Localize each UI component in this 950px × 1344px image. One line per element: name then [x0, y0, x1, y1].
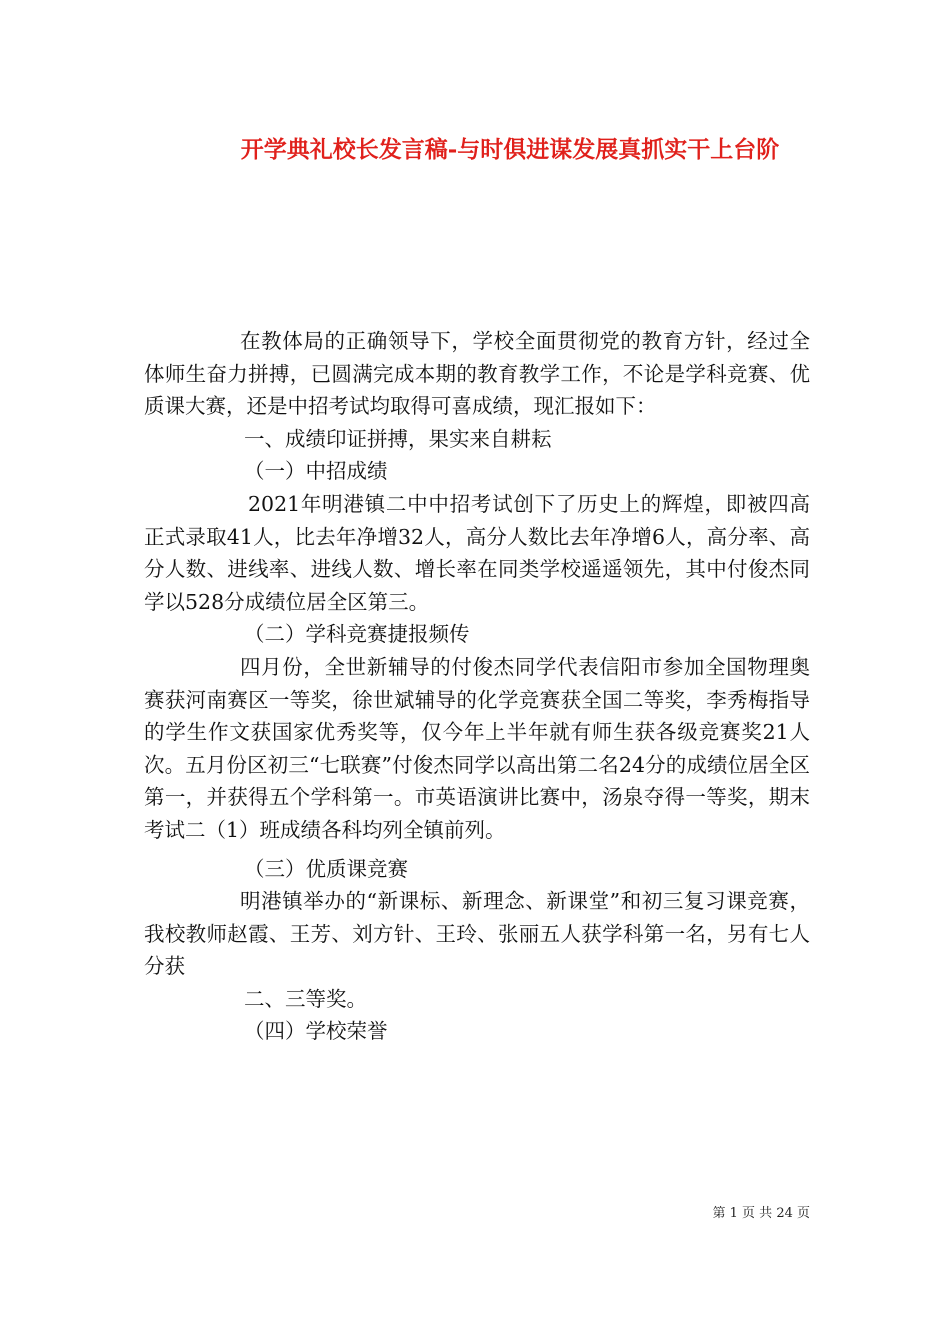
- section-heading-1: 一、成绩印证拼搏，果实来自耕耘: [244, 426, 552, 451]
- document-title: 开学典礼校长发言稿-与时俱进谋发展真抓实干上台阶: [240, 136, 780, 163]
- page-footer: 第 1 页 共 24 页: [712, 1206, 810, 1221]
- competition-paragraph: 四月份，全世新辅导的付俊杰同学代表信阳市参加全国物理奥赛获河南赛区一等奖，徐世斌辅导的化学竞赛获全国二等奖，李秀梅指导的学生作文获国家优秀奖等，仅今年上半年就有师生获各级竞赛奖21人次。五月份区初三“七联赛”付俊杰同学以高出第二名24分的成绩位居全区第一，并获得五个学科第一。市英语演讲比赛中，汤泉夺得一等奖，期末考试二（1）班成绩各科均列全镇前列。: [144, 654, 810, 842]
- award-continuation-line: 二、三等奖。: [244, 986, 367, 1011]
- subsection-heading-4: （四）学校荣誉: [244, 1019, 388, 1044]
- quality-lesson-paragraph: 明港镇举办的“新课标、新理念、新课堂”和初三复习课竞赛，我校教师赵霞、王芳、刘方针、王玲、张丽五人获学科第一名，另有七人分获: [144, 889, 810, 979]
- intro-paragraph: 在教体局的正确领导下，学校全面贯彻党的教育方针，经过全体师生奋力拼搏，已圆满完成本期的教育教学工作，不论是学科竞赛、优质课大赛，还是中招考试均取得可喜成绩，现汇报如下：: [144, 329, 810, 419]
- subsection-heading-1: （一）中招成绩: [244, 459, 388, 484]
- exam-results-paragraph: 2021年明港镇二中中招考试创下了历史上的辉煌，即被四高正式录取41人，比去年净增32人，高分人数比去年净增6人，高分率、高分人数、进线率、进线人数、增长率在同类学校遥遥领先，其中付俊杰同学以528分成绩位居全区第三。: [144, 491, 810, 614]
- subsection-heading-2: （二）学科竞赛捷报频传: [244, 622, 470, 647]
- document-body: [144, 325, 810, 1048]
- subsection-heading-3: （三）优质课竞赛: [244, 856, 408, 881]
